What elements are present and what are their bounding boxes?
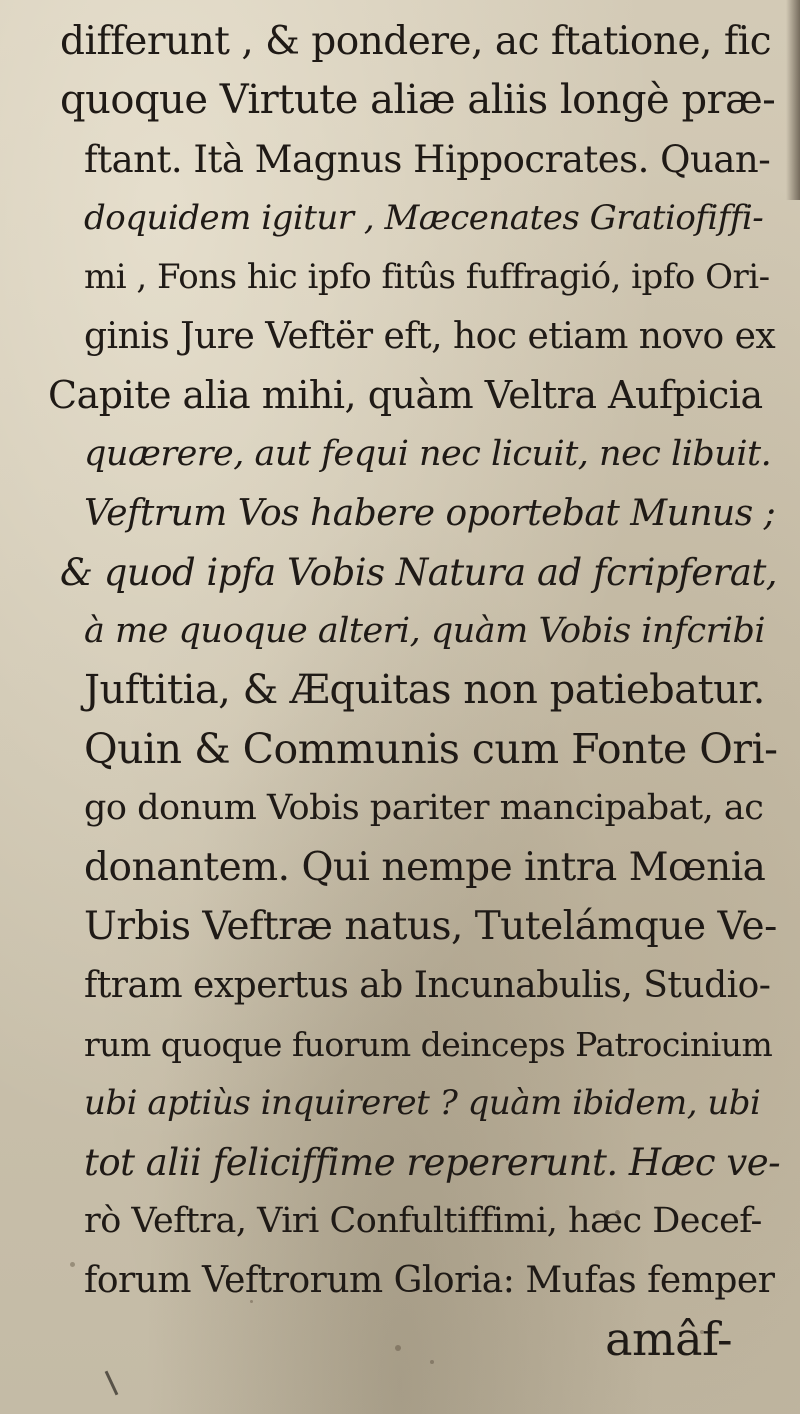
text-line: ginis Jure Veftër eft, hoc etiam novo ex bbox=[84, 316, 776, 357]
text-line: Juftitia, & Æquitas non patiebatur. bbox=[84, 667, 765, 713]
text-line: forum Veftrorum Gloria: Mufas femper bbox=[84, 1260, 775, 1301]
text-line: ftant. Ità Magnus Hippocrates. Quan- bbox=[84, 138, 771, 181]
text-line: rum quoque fuorum deinceps Patrocinium bbox=[84, 1025, 773, 1064]
text-line: go donum Vobis pariter mancipabat, ac bbox=[84, 788, 764, 828]
text-line: Quin & Communis cum Fonte Ori- bbox=[84, 725, 778, 773]
text-line: doquidem igitur , Mæcenates Gratiofiffi- bbox=[84, 198, 764, 238]
latin-text-block bbox=[40, 12, 780, 1369]
text-line: quærere, aut fequi nec licuit, nec libuit. bbox=[84, 434, 772, 474]
text-line: Urbis Veftræ natus, Tutelámque Ve- bbox=[84, 904, 777, 949]
text-line: & quod ipfa Vobis Natura ad fcripferat, bbox=[60, 551, 778, 594]
catchword: amâf- bbox=[605, 1312, 732, 1366]
text-line: Capite alia mihi, quàm Veltra Aufpicia bbox=[48, 373, 763, 417]
text-line: rò Veftra, Viri Confultiffimi, hæc Decef- bbox=[84, 1201, 762, 1241]
text-line: à me quoque alteri, quàm Vobis infcribi bbox=[84, 611, 766, 651]
text-line: donantem. Qui nempe intra Mœnia bbox=[84, 845, 766, 890]
text-line: tot alii feliciffime repererunt. Hæc ve- bbox=[84, 1141, 781, 1184]
text-line: Veftrum Vos habere oportebat Munus ; bbox=[84, 493, 776, 534]
page-gutter-shadow bbox=[786, 0, 800, 200]
text-line: mi , Fons hic ipfo fitûs fuffragió, ipfo Ori- bbox=[84, 257, 770, 297]
stray-ink-mark bbox=[105, 1371, 119, 1396]
text-line: ftram expertus ab Incunabulis, Studio- bbox=[84, 965, 771, 1006]
text-line: ubi aptiùs inquireret ? quàm ibidem, ubi bbox=[84, 1083, 761, 1123]
text-line: differunt , & pondere, ac ftatione, fic bbox=[60, 19, 772, 64]
text-line: quoque Virtute aliæ aliis longè præ- bbox=[60, 77, 776, 123]
